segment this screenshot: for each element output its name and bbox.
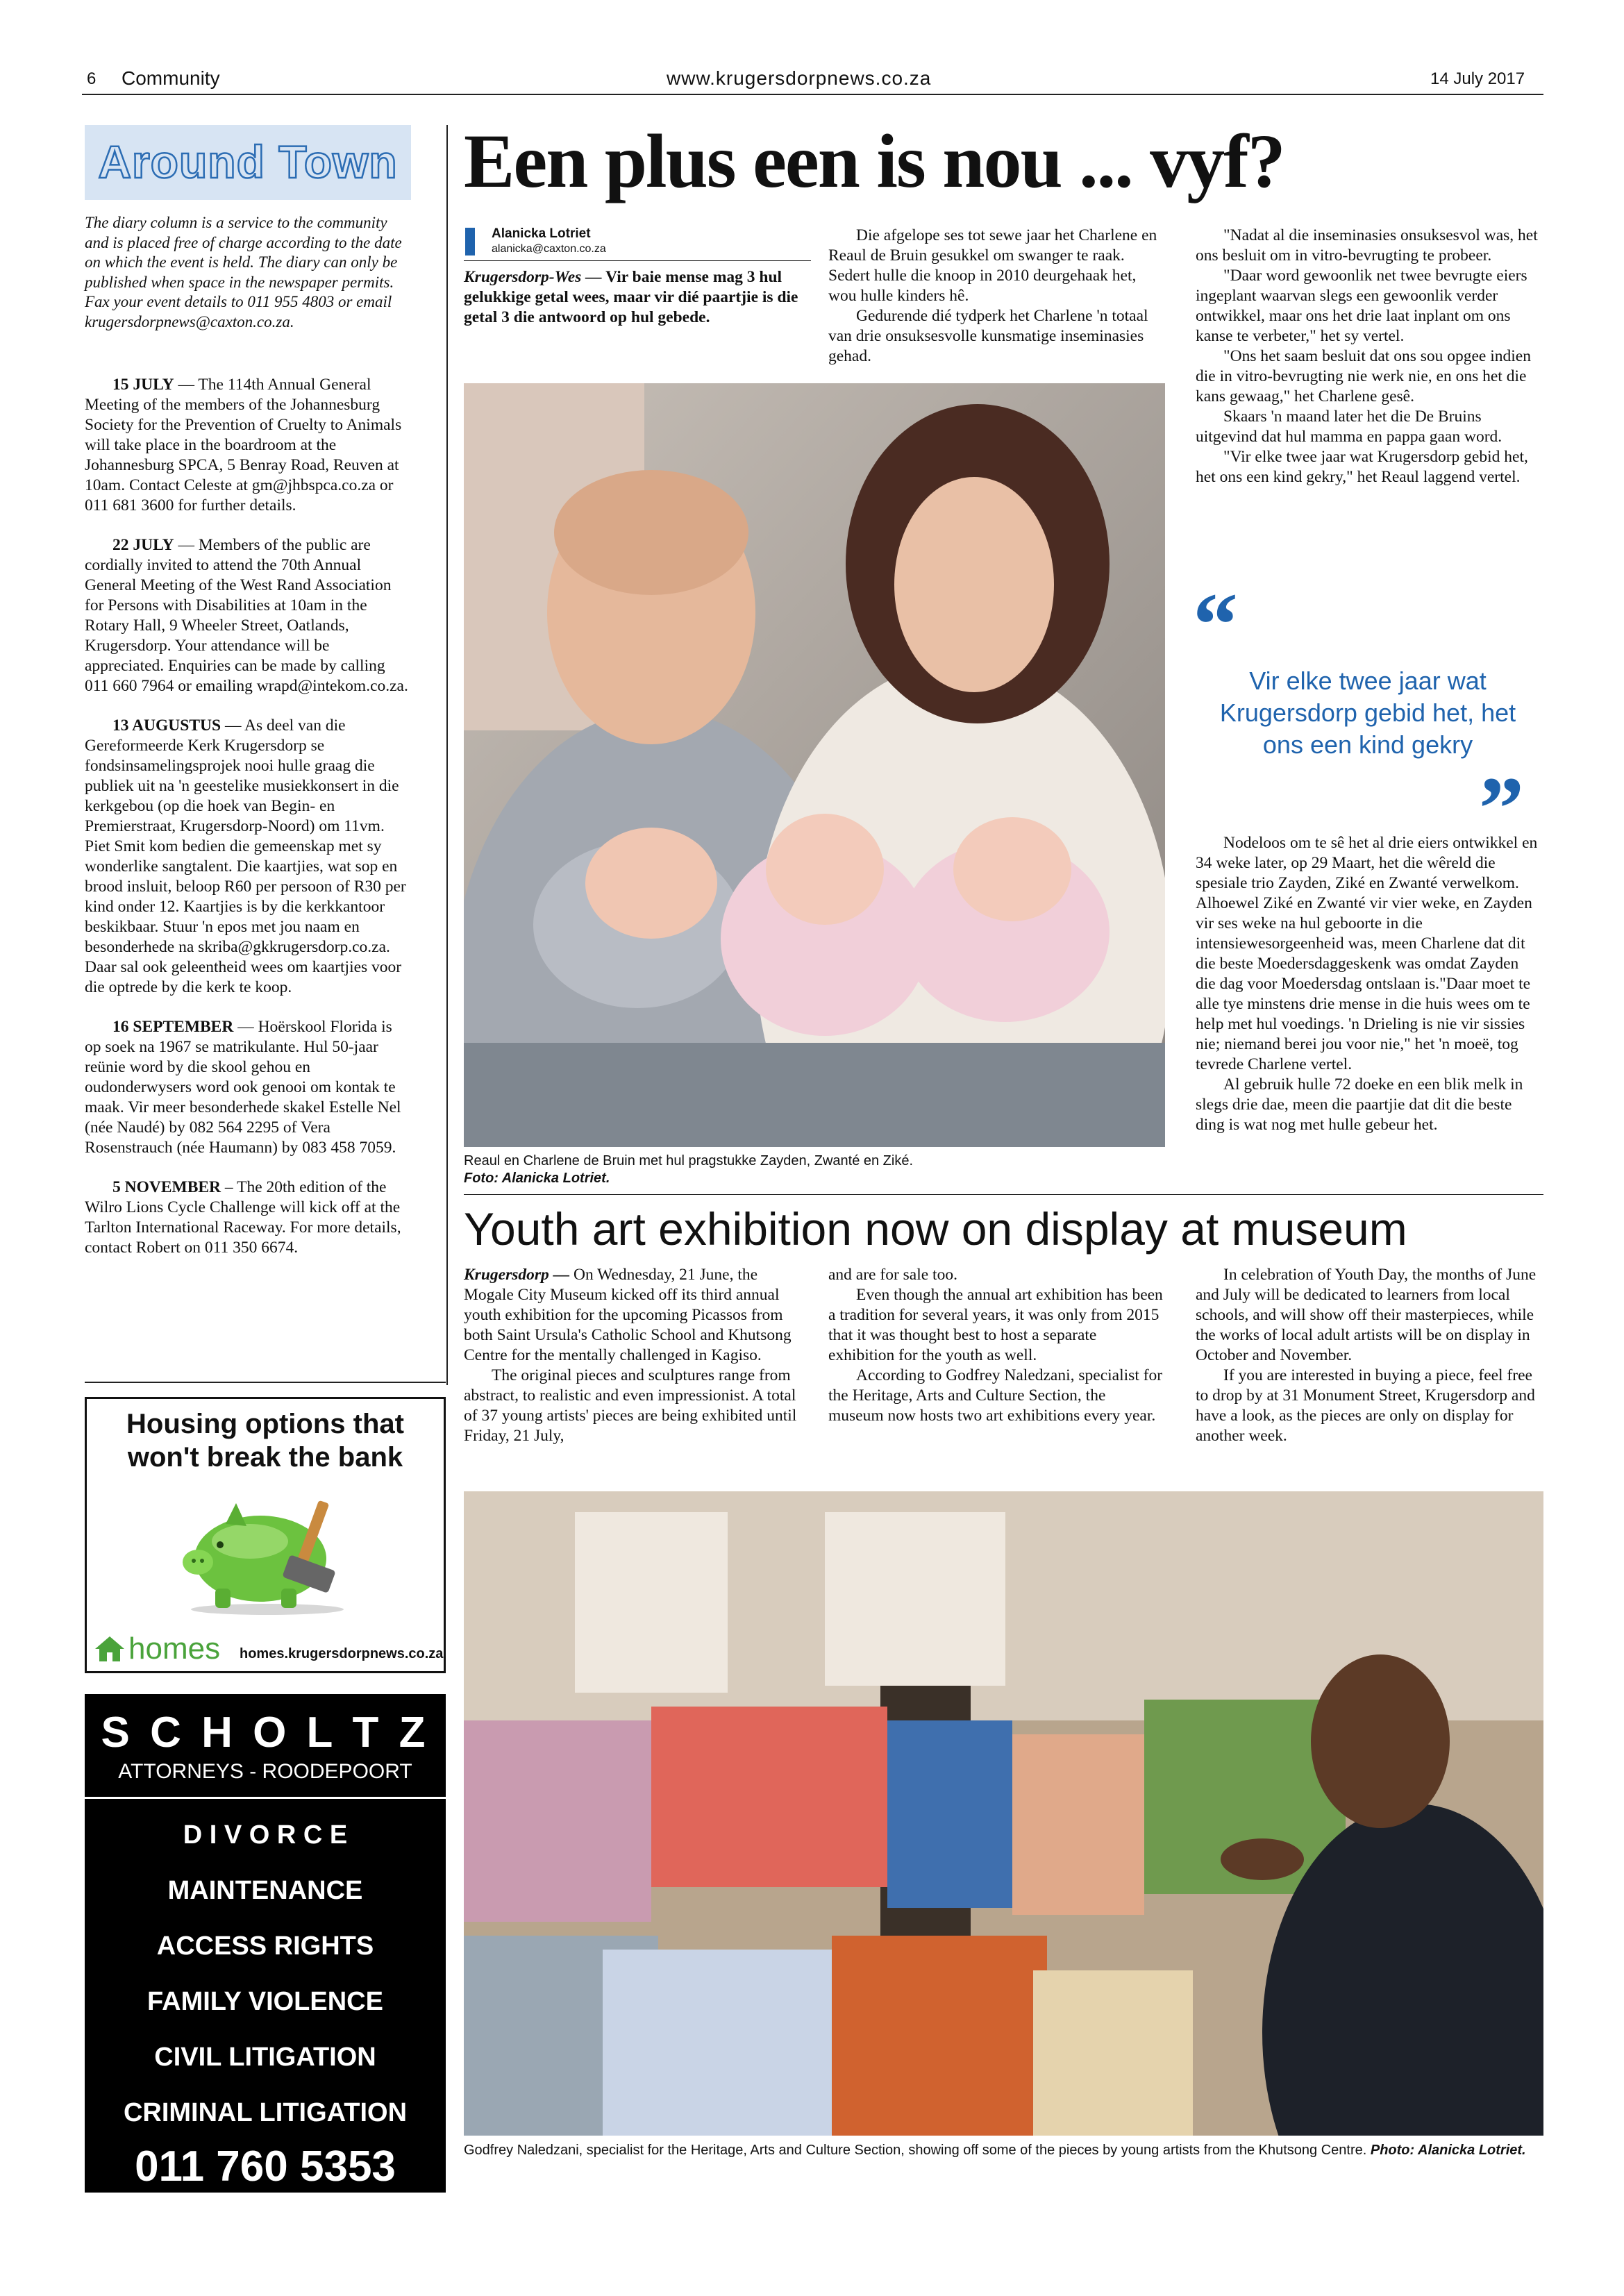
diary-entry: 22 JULY — Members of the public are cordially invited to attend the 70th Annual General Meeting of the West Rand Association for Persons with Disabilities at 10am in the Rotary Hall, 9 Wheeler Street, Oatlands, Krugersdorp. Your attendance will be appreciated. Enquiries can be made by calling 011 660 7964 or emailing wrapd@intekom.co.za.	[85, 536, 408, 695]
scholtz-phone[interactable]: 011 760 5353	[135, 2143, 396, 2190]
service-maintenance: MAINTENANCE	[167, 1876, 363, 1905]
paragraph: Gedurende dié tydperk het Charlene 'n totaal van drie onsuksesvolle kunsmatige inseminasies gehad.	[828, 307, 1148, 365]
paragraph: If you are interested in buying a piece, feel free to drop by at 31 Monument Street, Krugersdorp and have a look, as the pieces are only on display for another week.	[1196, 1366, 1535, 1445]
diary-intro: The diary column is a service to the community and is placed free of charge according to the date on which the event is held. The diary can only be published when space in the newspaper permits. Fax your event details to 011 955 4803 or email krugersdorpnews@caxton.co.za.	[85, 214, 402, 330]
paragraph: Krugersdorp — On Wednesday, 21 June, the Mogale City Museum kicked off its third annual youth exhibition for the upcoming Picassos from both Saint Ursula's Catholic School and Khutsong Centre for the mentally challenged in Kagiso.	[464, 1266, 792, 1364]
open-quote-icon: “	[1193, 575, 1238, 675]
homes-ad[interactable]	[85, 1397, 446, 1673]
triplets-family-photo	[464, 383, 1165, 1147]
around-town-title: Around Town	[98, 136, 398, 187]
article2-col2	[828, 1265, 1164, 1426]
paragraph: "Ons het saam besluit dat ons sou opgee indien die in vitro-bevrugting nie werk nie, en ons het die kans gewaag," het Charlene gesê.	[1196, 347, 1531, 405]
homes-headline-2: won't break the bank	[127, 1442, 403, 1473]
scholtz-subtitle-rule	[85, 1797, 446, 1799]
column-divider	[446, 125, 448, 1385]
byline-name: Alanicka Lotriet	[492, 226, 591, 241]
scholtz-subtitle: ATTORNEYS - ROODEPOORT	[118, 1760, 412, 1783]
paragraph: According to Godfrey Naledzani, specialist for the Heritage, Arts and Culture Section, the museum now hosts two art exhibitions every year.	[828, 1366, 1163, 1425]
service-access-rights: ACCESS RIGHTS	[156, 1932, 374, 1961]
article1-col3-top	[1196, 226, 1538, 487]
issue-date: 14 July 2017	[1430, 69, 1525, 88]
page-number: 6	[87, 69, 97, 88]
photo1-caption: Reaul en Charlene de Bruin met hul pragstukke Zayden, Zwanté en Ziké. Foto: Alanicka Lotriet.	[464, 1153, 914, 1186]
homes-headline-1: Housing options that	[126, 1409, 404, 1439]
byline-email[interactable]: alanicka@caxton.co.za	[492, 243, 606, 255]
paragraph: The original pieces and sculptures range from abstract, to realistic and even impressionist. A total of 37 young artists' pieces are being exhibited until Friday, 21 July,	[464, 1366, 797, 1445]
scholtz-ad[interactable]	[85, 1694, 446, 2193]
paragraph: and are for sale too.	[828, 1266, 957, 1284]
byline-marker	[465, 228, 475, 255]
article1-lead: Krugersdorp-Wes — Vir baie mense mag 3 hul gelukkige getal wees, maar vir dié paartjie is die getal 3 die antwoord op hul gebede.	[464, 268, 798, 326]
house-icon	[94, 1635, 126, 1663]
art-exhibition-photo	[464, 1491, 1543, 2136]
section-label: Community	[122, 67, 220, 89]
homes-brand: homes	[128, 1632, 221, 1666]
diary-entry: 13 AUGUSTUS — As deel van die Gereformeerde Kerk Krugersdorp se fondsinsamelingsprojek nooi hulle graag die publiek uit na 'n geestelike musiekkonsert in die kerkgebou (op die hoek van Begin- en Premierstraat, Krugersdorp-Noord) om 11vm. Piet Smit kom bedien die gemeenskap met sy wonderlike sangtalent. Die kaartjies, wat sop en brood insluit, beloop R60 per persoon of R30 per kind onder 12. Kaartjies is by die kerkkantoor beskikbaar. Stuur 'n epos met jou naam en besonderhede na skriba@gkkrugersdorp.co.za. Daar sal ook geleentheid wees om kaartjies voor die optrede by die kerk te koop.	[85, 717, 406, 996]
diary-entry: 16 SEPTEMBER — Hoërskool Florida is op soek na 1967 se matrikulante. Hul 50-jaar reünie word by die skool gehou en oudonderwysers word ook genooi om kontak te maak. Vir meer besonderhede skakel Estelle Nel (née Naudé) by 082 564 2295 of Vera Rosenstrauch (née Haumann) by 083 458 7059.	[85, 1018, 401, 1157]
close-quote-icon: ”	[1479, 759, 1524, 859]
diary-entry: 15 JULY — The 114th Annual General Meeting of the members of the Johannesburg Society for the Prevention of Cruelty to Animals will take place in the boardroom at the Johannesburg SPCA, 5 Benray Road, Reuven at 10am. Contact Celeste at gm@jhbspca.co.za or 011 681 3600 for further details.	[85, 376, 402, 514]
service-family-violence: FAMILY VIOLENCE	[147, 1987, 383, 2016]
byline-rule	[464, 260, 811, 261]
homes-url[interactable]: homes.krugersdorpnews.co.za	[240, 1646, 444, 1661]
website-link[interactable]: www.krugersdorpnews.co.za	[667, 67, 932, 89]
article1-headline: Een plus een is nou ... vyf?	[464, 119, 1284, 203]
scholtz-name: S C H O L T Z	[101, 1709, 430, 1757]
paragraph: In celebration of Youth Day, the months of June and July will be dedicated to learners from local schools, and will show off their masterpieces, while the works of local adult artists will be on display in October and November.	[1196, 1266, 1537, 1364]
article1-col3-bottom	[1196, 833, 1538, 1135]
homes-logo	[94, 1632, 221, 1666]
service-civil-litigation: CIVIL LITIGATION	[154, 2043, 376, 2072]
pull-quote: Vir elke twee jaar wat Krugersdorp gebid het, het ons een kind gekry	[1219, 667, 1516, 759]
paragraph: Al gebruik hulle 72 doeke en een blik melk in slegs drie dae, meen die paartjie dat dit die beste ding is wat nog met hulle gebeur het.	[1196, 1075, 1523, 1134]
exhibition-photo-illustration	[464, 1491, 1543, 2136]
paragraph: "Nadat al die inseminasies onsuksesvol was, het ons besluit om in vitro-bevrugting te probeer.	[1196, 226, 1538, 265]
paragraph: Nodeloos om te sê het al drie eiers ontwikkel en 34 weke later, op 29 Maart, het die wêreld die spesiale trio Zayden, Ziké en Zwanté verwelkom. Alhoewel Ziké en Zwanté vir vier weke, en Zayden vir ses weke na hul geboorte in die intensiewesorgeenheid was, meen Charlene dat dit die beste Moedersdaggeskenk was omdat Zayden die dag voor Moedersdag ontslaan is."Daar moet te alle tye minstens drie mense in die huis wees om te help met hul voedings. 'n Drieling is nie vir sissies nie; niemand berei jou voor nie," het 'n moeë, tog tevrede Charlene vertel.	[1196, 834, 1538, 1073]
header-rule	[82, 94, 1543, 95]
diary-end-rule	[85, 1382, 446, 1383]
article-separator	[464, 1194, 1543, 1195]
paragraph: Skaars 'n maand later het die De Bruins uitgevind dat hul mamma en pappa gaan word.	[1196, 408, 1502, 446]
article1-col2	[828, 226, 1164, 367]
diary-entries	[85, 375, 412, 1258]
paragraph: "Vir elke twee jaar wat Krugersdorp gebid het, het ons een kind gekry," het Reaul laggend vertel.	[1196, 448, 1528, 486]
photo2-caption: Godfrey Naledzani, specialist for the Heritage, Arts and Culture Section, showing off some of the pieces by young artists from the Khutsong Centre. Photo: Alanicka Lotriet.	[464, 2143, 1526, 2158]
service-divorce: D I V O R C E	[183, 1820, 348, 1850]
piggy-bank-hammer-icon	[170, 1486, 365, 1618]
diary-entry: 5 NOVEMBER – The 20th edition of the Wilro Lions Cycle Challenge will kick off at the Tarlton International Raceway. For more details, contact Robert on 011 350 6674.	[85, 1178, 401, 1257]
article2-col1	[464, 1265, 801, 1446]
article2-col3	[1196, 1265, 1538, 1446]
service-criminal-litigation: CRIMINAL LITIGATION	[123, 2098, 408, 2127]
paragraph: Die afgelope ses tot sewe jaar het Charlene en Reaul de Bruin gesukkel om swanger te raak. Sedert hulle die knoop in 2010 deurgehaak het, wou hulle kinders hê.	[828, 226, 1157, 305]
paragraph: Even though the annual art exhibition has been a tradition for several years, it was only from 2015 that it was thought best to host a separate exhibition for the youth as well.	[828, 1286, 1163, 1364]
family-photo-illustration	[464, 383, 1165, 1147]
article2-headline: Youth art exhibition now on display at museum	[464, 1203, 1407, 1255]
paragraph: "Daar word gewoonlik net twee bevrugte eiers ingeplant waarvan slegs een gewoonlik verder ontwikkel, maar ons het drie laat inplant om ons kanse te verbeter," het sy vertel.	[1196, 267, 1527, 345]
